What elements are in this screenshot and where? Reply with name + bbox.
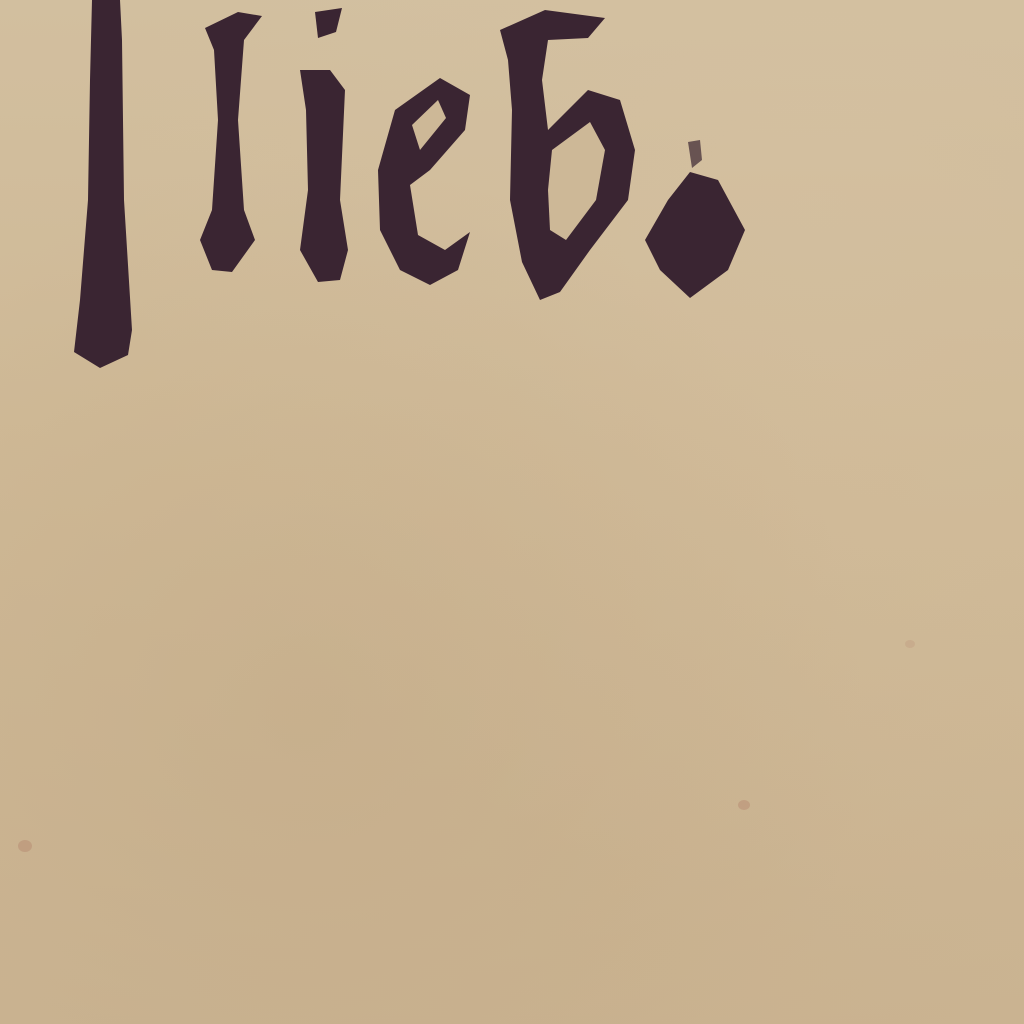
handwritten-word-fragment	[0, 0, 1024, 420]
ink-speck	[18, 840, 32, 852]
ink-speck	[905, 640, 915, 648]
ink-speck	[738, 800, 750, 810]
